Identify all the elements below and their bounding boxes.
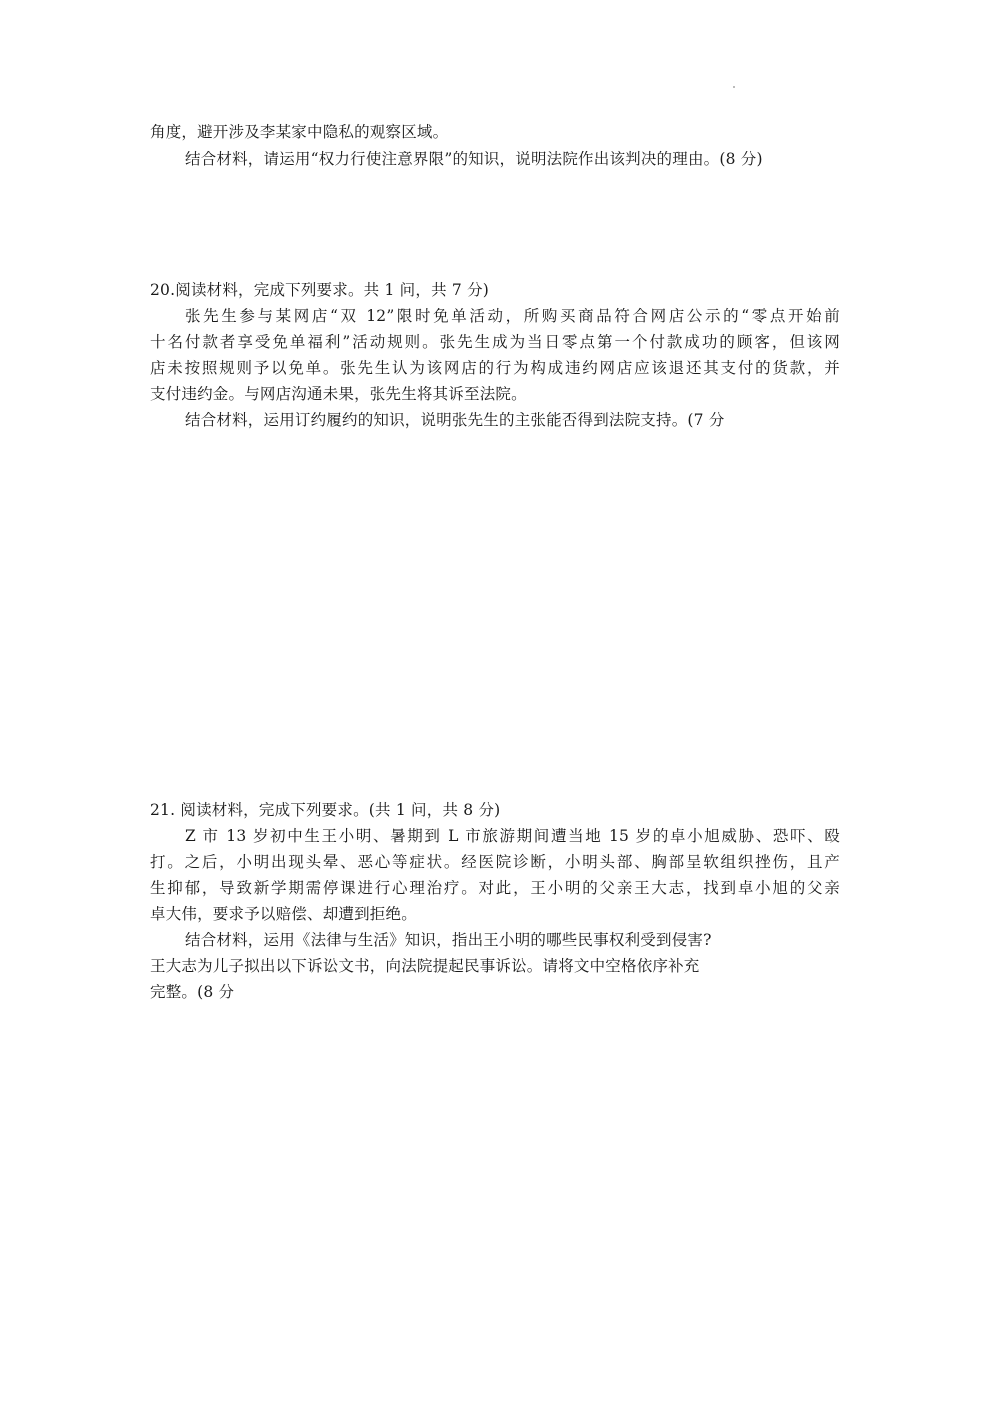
q21-instruction-line: 王大志为儿子拟出以下诉讼文书，向法院提起民事诉讼。请将文中空格依序补充: [150, 957, 700, 975]
q21-header: 21. 阅读材料，完成下列要求。(共 1 问，共 8 分): [150, 801, 501, 819]
q20-paragraph-line: 张先生参与某网店“双 12”限时免单活动，所购买商品符合网店公示的“零点开始前: [185, 307, 840, 325]
q21-instruction-line: 完整。(8 分: [150, 983, 235, 1001]
q19-prompt: 结合材料，请运用“权力行使注意界限”的知识，说明法院作出该判决的理由。(8 分): [185, 150, 763, 168]
q21-paragraph-line: 打。之后，小明出现头晕、恶心等症状。经医院诊断，小明头部、胸部呈软组织挫伤，且产: [150, 853, 840, 871]
speck-mark: [733, 86, 735, 88]
q21-paragraph-line: 生抑郁，导致新学期需停课进行心理治疗。对此，王小明的父亲王大志，找到卓小旭的父亲: [150, 879, 840, 897]
q20-paragraph-line: 十名付款者享受免单福利”活动规则。张先生成为当日零点第一个付款成功的顾客，但该网: [150, 333, 840, 351]
q20-paragraph-line: 支付违约金。与网店沟通未果，张先生将其诉至法院。: [150, 385, 527, 403]
q19-text-line: 角度，避开涉及李某家中隐私的观察区域。: [150, 123, 449, 141]
q21-prompt: 结合材料，运用《法律与生活》知识，指出王小明的哪些民事权利受到侵害?: [185, 931, 712, 949]
q21-paragraph-line: 卓大伟，要求予以赔偿、却遭到拒绝。: [150, 905, 417, 923]
q20-prompt: 结合材料，运用订约履约的知识，说明张先生的主张能否得到法院支持。(7 分: [185, 411, 725, 429]
q20-header: 20.阅读材料，完成下列要求。共 1 问，共 7 分): [150, 281, 490, 299]
q20-paragraph-line: 店未按照规则予以免单。张先生认为该网店的行为构成违约网店应该退还其支付的货款，并: [150, 359, 840, 377]
q21-paragraph-line: Z 市 13 岁初中生王小明、暑期到 L 市旅游期间遭当地 15 岁的卓小旭威胁、恐吓、殴: [185, 827, 840, 845]
